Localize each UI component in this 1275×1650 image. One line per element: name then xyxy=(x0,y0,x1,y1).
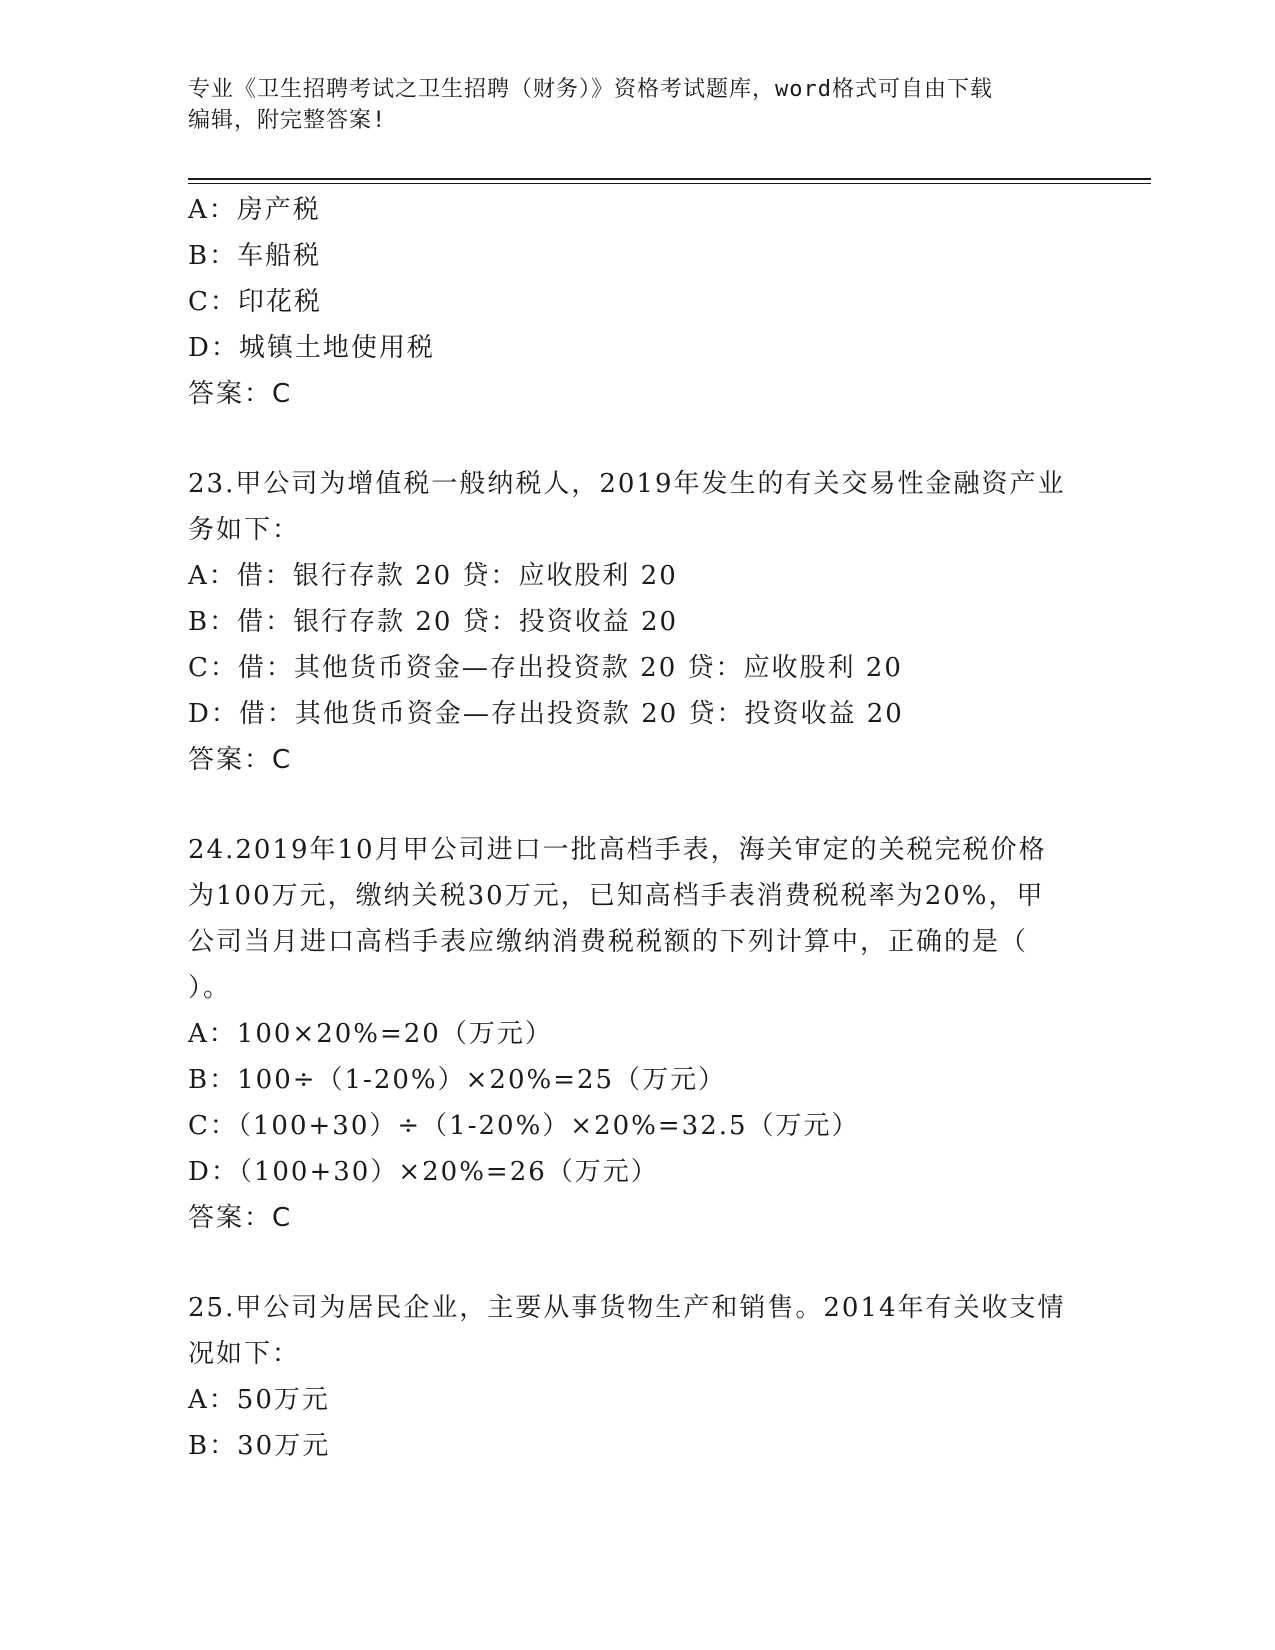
option-a: A：借：银行存款 20 贷：应收股利 20 xyxy=(188,561,678,591)
option-a: A：100×20%=20（万元） xyxy=(188,1019,553,1049)
option-c: C：印花税 xyxy=(188,287,322,317)
answer: 答案：C xyxy=(188,745,293,775)
header-line-1: 专业《卫生招聘考试之卫生招聘（财务）》资格考试题库，word格式可自由下载 xyxy=(188,77,993,102)
option-b: B：30万元 xyxy=(188,1431,331,1461)
spacer xyxy=(188,783,1088,827)
question-stem-line: 25.甲公司为居民企业，主要从事货物生产和销售。2014年有关收支情 xyxy=(188,1293,1066,1323)
question-stem-line: 24.2019年10月甲公司进口一批高档手表，海关审定的关税完税价格 xyxy=(188,835,1047,865)
option-c: C：（100+30）÷（1-20%）×20%=32.5（万元） xyxy=(188,1111,860,1141)
spacer xyxy=(188,417,1088,461)
question-stem-line: 务如下： xyxy=(188,515,301,545)
spacer xyxy=(188,1241,1088,1285)
option-b: B：100÷（1-20%）×20%=25（万元） xyxy=(188,1065,727,1095)
option-a: A：50万元 xyxy=(188,1385,330,1415)
option-d: D：城镇土地使用税 xyxy=(188,333,435,363)
question-stem-line: 公司当月进口高档手表应缴纳消费税税额的下列计算中，正确的是（ xyxy=(188,927,1029,957)
answer: 答案：C xyxy=(188,379,293,409)
question-22 xyxy=(188,187,1088,417)
option-d: D：（100+30）×20%=26（万元） xyxy=(188,1157,659,1187)
header-divider-thin xyxy=(188,183,1151,184)
answer: 答案：C xyxy=(188,1203,293,1233)
question-stem-line: 23.甲公司为增值税一般纳税人，2019年发生的有关交易性金融资产业 xyxy=(188,469,1066,499)
option-a: A：房产税 xyxy=(188,195,321,225)
question-stem-line: 为100万元，缴纳关税30万元，已知高档手表消费税税率为20%，甲 xyxy=(188,881,1045,911)
option-b: B：车船税 xyxy=(188,241,322,271)
header-line-2: 编辑，附完整答案! xyxy=(188,108,387,133)
question-23 xyxy=(188,461,1088,783)
option-d: D：借：其他货币资金—存出投资款 20 贷：投资收益 20 xyxy=(188,699,904,729)
question-24 xyxy=(188,827,1088,1241)
document-header xyxy=(188,74,1088,136)
header-divider-thick xyxy=(188,178,1151,180)
question-stem-line: 况如下： xyxy=(188,1339,301,1369)
question-25 xyxy=(188,1285,1088,1469)
option-b: B：借：银行存款 20 贷：投资收益 20 xyxy=(188,607,679,637)
option-c: C：借：其他货币资金—存出投资款 20 贷：应收股利 20 xyxy=(188,653,903,683)
question-content xyxy=(188,187,1088,1469)
question-stem-line: ）。 xyxy=(188,973,232,1003)
